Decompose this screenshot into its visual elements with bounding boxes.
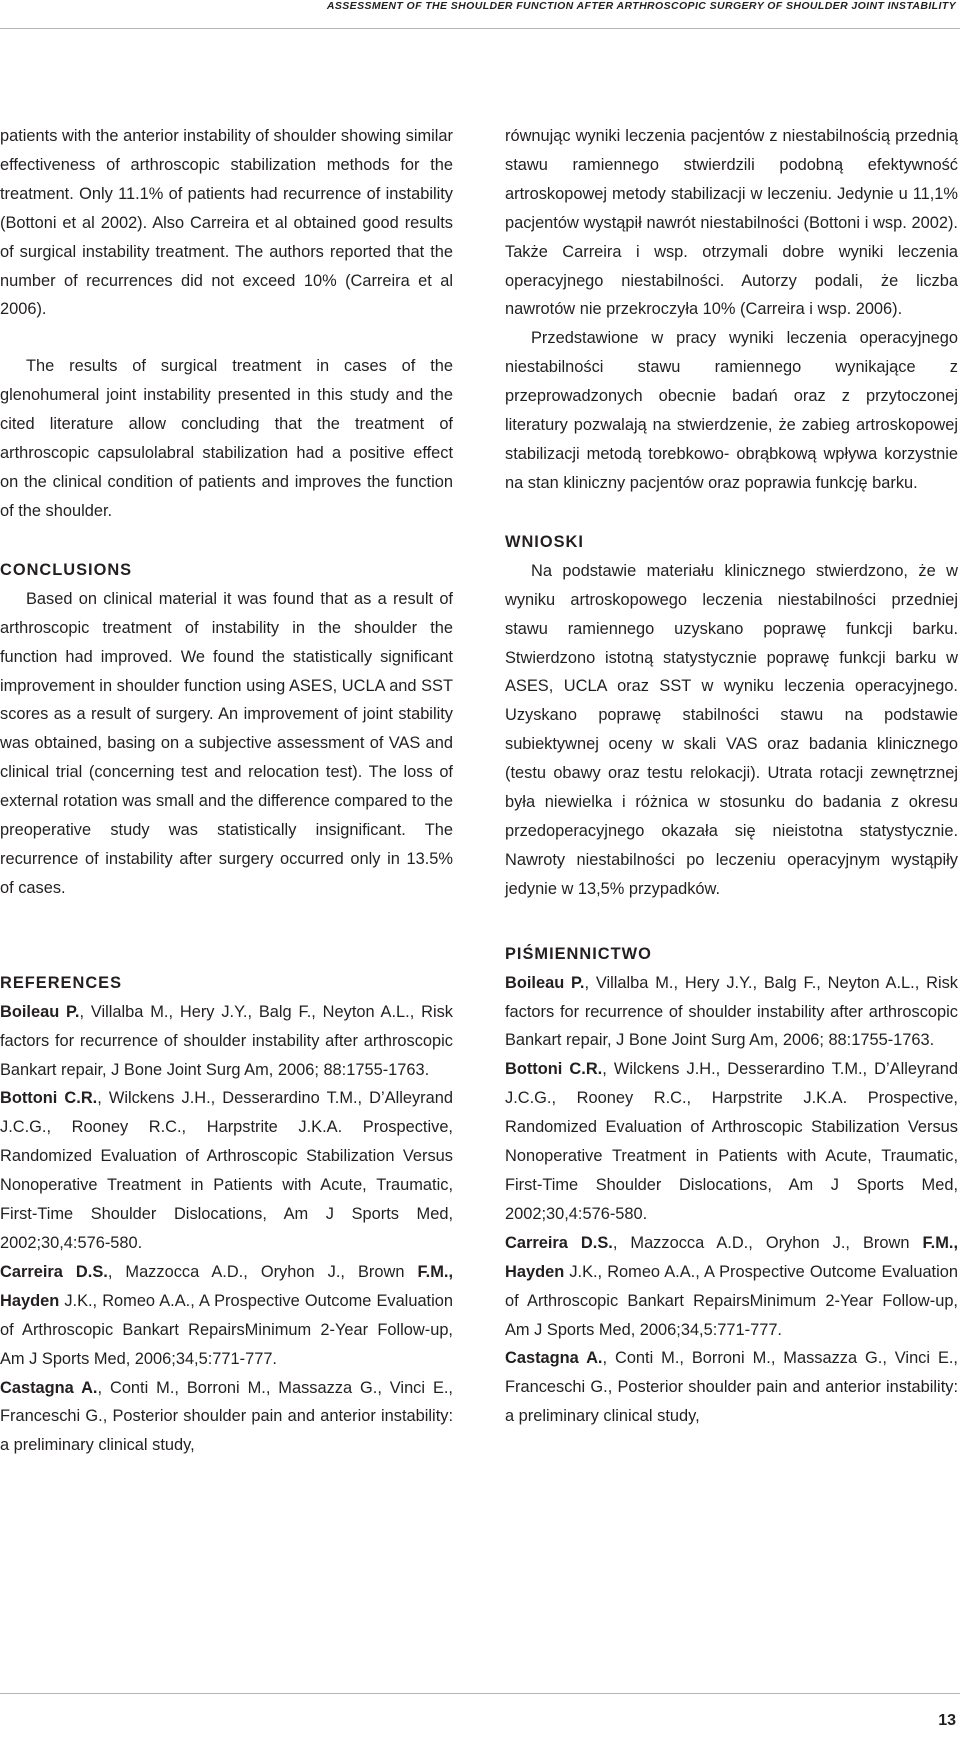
references-list <box>505 969 958 1432</box>
reference-item <box>0 1258 453 1374</box>
reference-details: , Wilckens J.H., Desserardino T.M., D’Alleyrand J.C.G., Rooney R.C., Harpstrite J.K.A. Prospective, Randomized Evaluation of Arthroscopic Stabilization Versus Nonoperative Treatment in Patients with Acute, Traumatic, First-Time Shoulder Dislocations, Am J Sports Med, 2002;30,4:576-580. <box>0 1089 453 1252</box>
reference-item <box>505 969 958 1056</box>
references-heading: REFERENCES <box>0 973 123 992</box>
header-divider <box>0 28 960 29</box>
reference-authors: Carreira D.S. <box>0 1262 108 1281</box>
reference-item <box>0 998 453 1085</box>
wnioski-heading: WNIOSKI <box>505 532 584 551</box>
reference-item <box>505 1055 958 1228</box>
reference-authors: Castagna A. <box>505 1349 603 1368</box>
reference-authors: Bottoni C.R. <box>0 1089 98 1108</box>
reference-details: , Conti M., Borroni M., Massazza G., Vinci E., Franceschi G., Posterior shoulder pain and anterior instability: a preliminary clinical study, <box>505 1349 958 1426</box>
right-column-polish <box>505 122 958 1431</box>
reference-details: J.K., Romeo A.A., A Prospective Outcome Evaluation of Arthroscopic Bankart RepairsMinimum 2-Year Follow-up, Am J Sports Med, 2006;34,5:771-777. <box>505 1262 958 1339</box>
dyskusja-paragraph-1: równując wyniki leczenia pacjentów z niestabilnością przednią stawu ramiennego stwierdzili podobną efektywność artroskopowej metody stabilizacji w leczeniu. Jedynie u 11,1% pacjentów wystąpił nawrót niestabilności (Bottoni i wsp. 2002). Także Carreira i wsp. otrzymali dobre wyniki leczenia operacyjnego niestabilności. Autorzy podali, że liczba nawrotów nie przekroczyła 10% (Carreira i wsp. 2006). <box>505 127 958 319</box>
reference-authors: F.M., Hayden <box>0 1262 453 1310</box>
reference-details: , Villalba M., Hery J.Y., Balg F., Neyton A.L., Risk factors for recurrence of shoulder instability after arthroscopic Bankart repair, J Bone Joint Surg Am, 2006; 88:1755-1763. <box>0 1002 453 1079</box>
reference-details: , Mazzocca A.D., Oryhon J., Brown <box>612 1233 923 1252</box>
discussion-paragraph-1: patients with the anterior instability of shoulder showing similar effectiveness of arthroscopic stabilization methods for the treatment. Only 11.1% of patients had recurrence of instability (Bottoni et al 2002). Also Carreira et al obtained good results of surgical instability treatment. The authors reported that the number of recurrences did not exceed 10% (Carreira et al 2006). <box>0 127 453 319</box>
conclusions-heading: CONCLUSIONS <box>0 560 133 579</box>
reference-details: , Mazzocca A.D., Oryhon J., Brown <box>107 1262 418 1281</box>
conclusions-text: Based on clinical material it was found that as a result of arthroscopic treatment of instability in the shoulder the function had improved. We found the statistically significant improvement in shoulder function using ASES, UCLA and SST scores as a result of surgery. An improvement of joint stability was obtained, basing on a subjective assessment of VAS and clinical trial (concerning test and relocation test). The loss of external rotation was small and the difference compared to the preoperative study was statistically insignificant. The recurrence of instability after surgery occurred only in 13.5% of cases. <box>0 589 453 897</box>
reference-authors: Carreira D.S. <box>505 1233 613 1252</box>
reference-details: J.K., Romeo A.A., A Prospective Outcome Evaluation of Arthroscopic Bankart RepairsMinimum 2-Year Follow-up, Am J Sports Med, 2006;34,5:771-777. <box>0 1291 453 1368</box>
reference-item <box>505 1229 958 1345</box>
references-list <box>0 998 453 1461</box>
reference-authors: Bottoni C.R. <box>505 1060 603 1079</box>
reference-authors: Boileau P. <box>505 973 585 992</box>
reference-item <box>0 1084 453 1257</box>
reference-details: , Wilckens J.H., Desserardino T.M., D’Alleyrand J.C.G., Rooney R.C., Harpstrite J.K.A. Prospective, Randomized Evaluation of Arthroscopic Stabilization Versus Nonoperative Treatment in Patients with Acute, Traumatic, First-Time Shoulder Dislocations, Am J Sports Med, 2002;30,4:576-580. <box>505 1060 958 1223</box>
reference-item <box>0 1374 453 1461</box>
running-header: ASSESSMENT OF THE SHOULDER FUNCTION AFTER ARTHROSCOPIC SURGERY OF SHOULDER JOINT INSTABILITY <box>326 0 956 12</box>
reference-details: , Villalba M., Hery J.Y., Balg F., Neyton A.L., Risk factors for recurrence of shoulder instability after arthroscopic Bankart repair, J Bone Joint Surg Am, 2006; 88:1755-1763. <box>505 973 958 1050</box>
wnioski-text: Na podstawie materiału klinicznego stwierdzono, że w wyniku artroskopowego leczenia niestabilności przedniej stawu ramiennego uzyskano poprawę funkcji barku. Stwierdzono istotną statystycznie poprawę funkcji barku w ASES, UCLA oraz SST w wyniku leczenia operacyjnego. Uzyskano poprawę stabilności stawu na podstawie subiektywnej oceny w skali VAS oraz badania klinicznego (testu obawy oraz testu relokacji). Utrata rotacji zewnętrznej była niewielka i różnica w stosunku do badania z okresu przedoperacyjnego okazała się nieistotna statystycznie. Nawroty niestabilności po leczeniu operacyjnym wystąpiły jedynie w 13,5% przypadków. <box>505 561 958 898</box>
discussion-paragraph-2: The results of surgical treatment in cases of the glenohumeral joint instability presented in this study and the cited literature allow concluding that the treatment of arthroscopic capsulolabral stabilization had a positive effect on the clinical condition of patients and improves the function of the shoulder. <box>0 357 453 520</box>
dyskusja-paragraph-2: Przedstawione w pracy wyniki leczenia operacyjnego niestabilności stawu ramiennego wynikające z przeprowadzonych obecnie badań oraz z przytoczonej literatury pozwalają na stwierdzenie, że zabieg artroskopowej stabilizacji metodą torebkowo- obrąbkową wpływa korzystnie na stan kliniczny pacjentów oraz poprawia funkcję barku. <box>505 329 958 492</box>
page-number: 13 <box>938 1712 956 1729</box>
pismiennictwo-heading: PIŚMIENNICTWO <box>505 944 652 963</box>
reference-authors: Boileau P. <box>0 1002 80 1021</box>
reference-details: , Conti M., Borroni M., Massazza G., Vinci E., Franceschi G., Posterior shoulder pain and anterior instability: a preliminary clinical study, <box>0 1378 453 1455</box>
reference-authors: Castagna A. <box>0 1378 98 1397</box>
reference-authors: F.M., Hayden <box>505 1233 958 1281</box>
left-column-english <box>0 122 453 1460</box>
footer-divider <box>0 1693 960 1694</box>
reference-item <box>505 1344 958 1431</box>
